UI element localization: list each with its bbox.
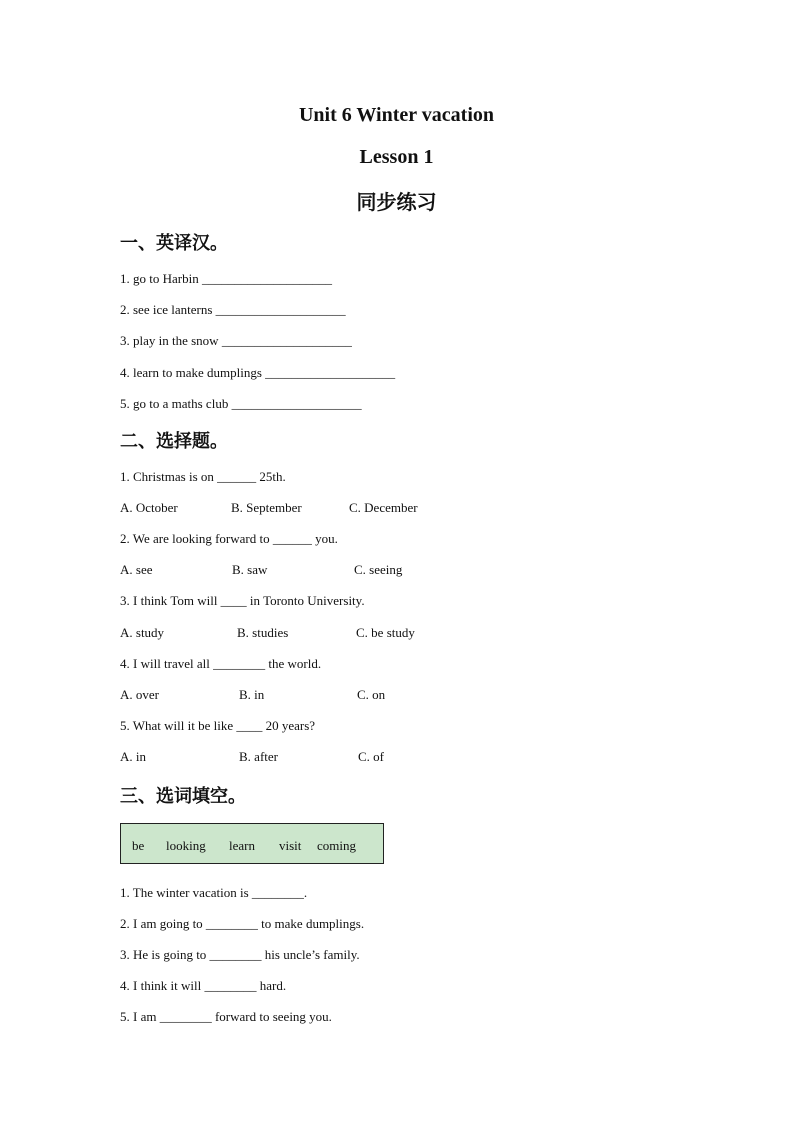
translation-item: 1. go to Harbin ____________________ — [120, 271, 332, 286]
word-bank-item: learn — [229, 838, 255, 853]
option-b: B. studies — [237, 625, 289, 640]
question: 5. What will it be like ____ 20 years? — [120, 718, 316, 733]
option-c: C. December — [349, 500, 418, 515]
option-a: A. study — [120, 625, 165, 640]
lesson-title: Lesson 1 — [359, 146, 434, 168]
option-c: C. of — [358, 749, 384, 764]
word-bank — [120, 823, 384, 864]
option-a: A. see — [120, 562, 153, 577]
option-b: B. saw — [232, 562, 268, 577]
fill-blank-item: 5. I am ________ forward to seeing you. — [120, 1009, 332, 1024]
word-bank-item: looking — [166, 838, 206, 853]
section-2-heading: 二、选择题。 — [120, 431, 228, 452]
fill-blank-item: 4. I think it will ________ hard. — [120, 978, 287, 993]
word-bank-item: be — [132, 838, 145, 853]
option-b: B. September — [231, 500, 302, 515]
option-a: A. over — [120, 687, 159, 702]
section-1-heading: 一、英译汉。 — [120, 233, 228, 254]
question: 3. I think Tom will ____ in Toronto University. — [120, 593, 365, 608]
page-title: Unit 6 Winter vacation — [298, 104, 494, 126]
fill-blank-item: 2. I am going to ________ to make dumplings. — [120, 916, 365, 931]
translation-item: 5. go to a maths club ____________________ — [120, 396, 362, 411]
fill-blank-item: 1. The winter vacation is ________. — [120, 885, 308, 900]
translation-item: 3. play in the snow ____________________ — [120, 333, 352, 348]
option-b: B. after — [239, 749, 278, 764]
question: 2. We are looking forward to ______ you. — [120, 531, 338, 546]
word-bank-item: visit — [279, 838, 302, 853]
option-a: A. in — [120, 749, 146, 764]
option-a: A. October — [120, 500, 178, 515]
question: 1. Christmas is on ______ 25th. — [120, 469, 286, 484]
word-bank-item: coming — [317, 838, 356, 853]
option-b: B. in — [239, 687, 265, 702]
option-c: C. be study — [356, 625, 415, 640]
option-c: C. on — [357, 687, 386, 702]
question: 4. I will travel all ________ the world. — [120, 656, 322, 671]
section-3-heading: 三、选词填空。 — [120, 786, 246, 807]
option-c: C. seeing — [354, 562, 403, 577]
translation-item: 2. see ice lanterns ____________________ — [120, 302, 346, 317]
subtitle: 同步练习 — [356, 190, 437, 214]
translation-item: 4. learn to make dumplings ____________________ — [120, 365, 396, 380]
fill-blank-item: 3. He is going to ________ his uncle’s family. — [120, 947, 360, 962]
